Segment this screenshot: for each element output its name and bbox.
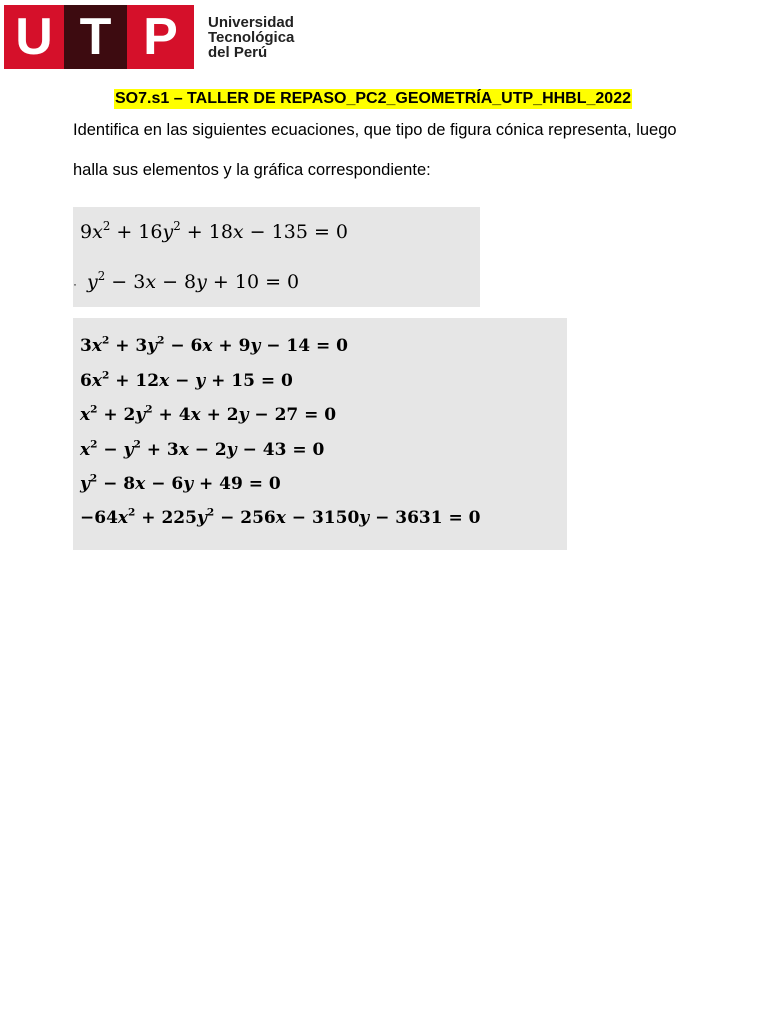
equation-7-text: $y^2 - 8x - 6y + 49 = 0$: [80, 472, 281, 494]
equation-box-2: [73, 318, 567, 550]
logo-letter-p: P: [127, 5, 194, 69]
equation-2-text: $y^2 - 3x - 8y + 10 = 0$: [87, 268, 300, 293]
logo-text-line: del Perú: [208, 43, 268, 61]
equation-5-text: $x^2 + 2y^2 + 4x + 2y - 27 = 0$: [80, 403, 337, 425]
equation-3-text: $3x^2 + 3y^2 - 6x + 9y - 14 = 0$: [80, 334, 348, 356]
equation-8: [80, 508, 481, 528]
equation-3: [80, 336, 348, 356]
equation-5: [80, 405, 336, 425]
document-title: SO7.s1 – TALLER DE REPASO_PC2_GEOMETRÍA_UTP_HHBL_2022: [115, 90, 631, 107]
logo-wordmark: [208, 15, 294, 60]
logo-text-line: Universidad: [208, 13, 294, 31]
instructions-line-1: Identifica en las siguientes ecuaciones, que tipo de figura cónica representa, luego: [73, 121, 677, 139]
equation-4-text: $6x^2 + 12x - y + 15 = 0$: [80, 369, 293, 391]
equation-1: [80, 218, 348, 243]
bullet-dot: ·: [73, 277, 77, 291]
logo-text-line: Tecnológica: [208, 28, 295, 46]
equation-6: [80, 440, 324, 460]
equation-8-text: $-64x^2 + 225y^2 - 256x - 3150y - 3631 = 0$: [80, 506, 481, 528]
equation-6-text: $x^2 - y^2 + 3x - 2y - 43 = 0$: [80, 438, 325, 460]
logo-letter-t: T: [64, 5, 127, 69]
equation-box-1: [73, 207, 480, 307]
logo-letter-u: U: [4, 5, 64, 69]
equation-4: [80, 371, 293, 391]
utp-logo: [4, 5, 294, 69]
equation-7: [80, 474, 281, 494]
equation-2: [87, 268, 300, 293]
instructions-line-2: halla sus elementos y la gráfica correspondiente:: [73, 161, 431, 179]
equation-1-text: $9x^2 + 16y^2 + 18x - 135 = 0$: [80, 218, 348, 243]
